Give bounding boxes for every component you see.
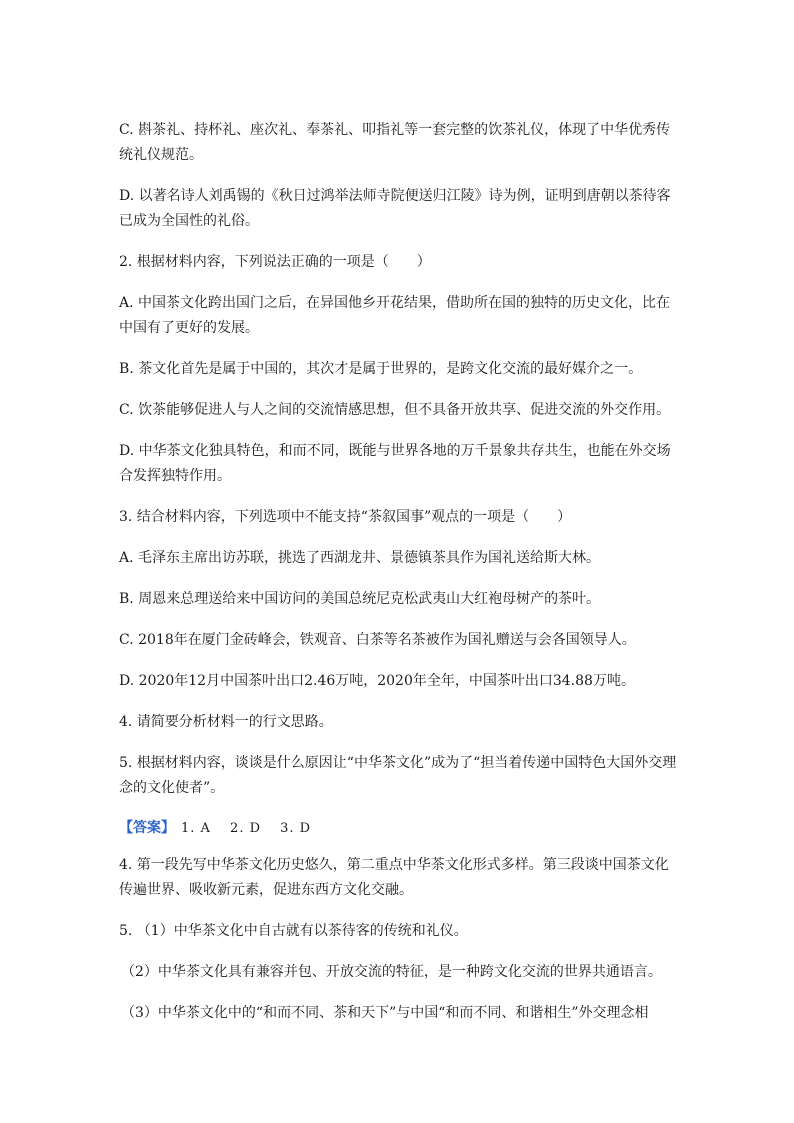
answer-4: 4. 第一段先写中华茶文化历史悠久，第二重点中华茶文化形式多样。第三段谈中国茶文化传遍世界、吸收新元素，促进东西方文化交融。 [119, 857, 669, 898]
answer-5-part-2: （2）中华茶文化具有兼容并包、开放交流的特征，是一种跨文化交流的世界共通语言。 [121, 964, 662, 980]
q2-option-d: D. 中华茶文化独具特色，和而不同，既能与世界各地的万千景象共存共生，也能在外交场合发挥独特作用。 [119, 443, 671, 484]
q2-option-c: C. 饮茶能够促进人与人之间的交流情感思想，但不具备开放共享、促进交流的外交作用。 [119, 402, 671, 418]
q2-option-b: B. 茶文化首先是属于中国的，其次才是属于世界的，是跨文化交流的最好媒介之一。 [119, 361, 643, 377]
q2-stem: 2. 根据材料内容，下列说法正确的一项是（ ） [119, 254, 431, 270]
answer-tag: 【答案】 [119, 820, 175, 836]
answer-5-part-1: 5. （1）中华茶文化中自古就有以茶待客的传统和礼仪。 [119, 923, 468, 939]
answer-summary [119, 817, 679, 837]
q2-option-a: A. 中国茶文化跨出国门之后，在异国他乡开花结果，借助所在国的独特的历史文化，比在中国有了更好的发展。 [119, 295, 671, 336]
q1-option-d: D. 以著名诗人刘禹锡的《秋日过鸿举法师寺院便送归江陵》诗为例，证明到唐朝以茶待客已成为全国性的礼俗。 [119, 188, 671, 229]
q1-option-c: C. 斟茶礼、持杯礼、座次礼、奉茶礼、叩指礼等一套完整的饮茶礼仪，体现了中华优秀传统礼仪规范。 [119, 122, 671, 163]
q3-option-d: D. 2020年12月中国茶叶出口2.46万吨，2020年全年，中国茶叶出口34.88万吨。 [119, 673, 635, 689]
document-content [119, 118, 679, 1026]
q3-option-b: B. 周恩来总理送给来中国访问的美国总统尼克松武夷山大红袍母树产的茶叶。 [119, 591, 601, 607]
q4-stem: 4. 请简要分析材料一的行文思路。 [119, 714, 333, 730]
q3-option-a: A. 毛泽东主席出访苏联，挑选了西湖龙井、景德镇茶具作为国礼送给斯大林。 [119, 550, 601, 566]
q3-option-c: C. 2018年在厦门金砖峰会，铁观音、白茶等名茶被作为国礼赠送与会各国领导人。 [119, 632, 636, 648]
q5-stem: 5. 根据材料内容，谈谈是什么原因让“中华茶文化”成为了“担当着传递中国特色大国外交理念的文化使者”。 [119, 755, 677, 796]
q3-stem: 3. 结合材料内容，下列选项中不能支持“茶叙国事”观点的一项是（ ） [119, 509, 572, 525]
answer-choices: 1. A 2. D 3. D [181, 821, 312, 836]
answer-5-part-3: （3）中华茶文化中的“和而不同、茶和天下”与中国“和而不同、和谐相生”外交理念相 [121, 1005, 649, 1021]
